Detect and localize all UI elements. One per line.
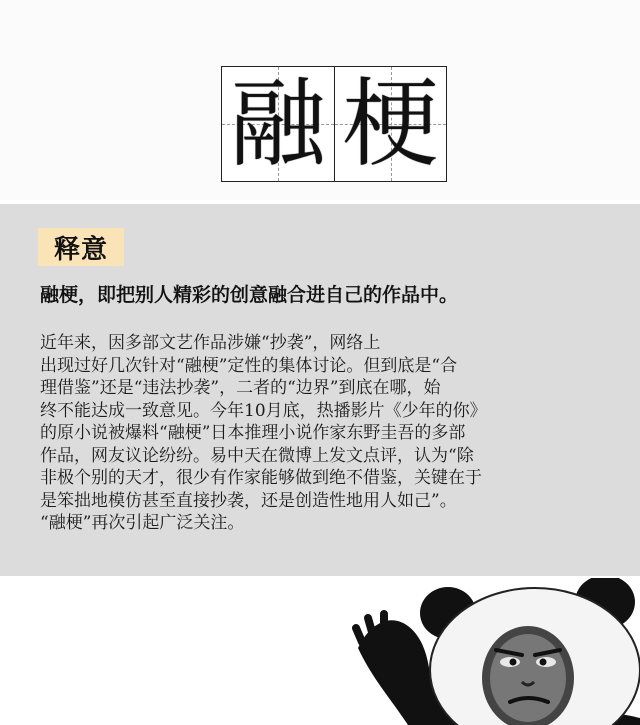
- title-char-2: 梗: [342, 68, 439, 180]
- title-cell-2: [334, 67, 446, 181]
- definition-text: 融梗，即把别人精彩的创意融合进自己的作品中。: [40, 284, 459, 306]
- paragraph-line: “融梗”再次引起广泛关注。: [40, 513, 245, 533]
- paragraph-line: 作品，网友议论纷纷。易中天在微博上发文点评，认为“除: [40, 445, 474, 466]
- title-cell-1: [222, 67, 334, 181]
- paragraph-line: 理借鉴”还是“违法抄袭”，二者的“边界”到底在哪，始: [40, 378, 441, 398]
- paragraph-line: 出现过好几次针对“融梗”定性的集体讨论。但到底是“合: [40, 355, 458, 376]
- title-grid: [221, 66, 447, 182]
- paragraph-line: 的原小说被爆料“融梗”日本推理小说作家东野圭吾的多部: [40, 423, 466, 443]
- paragraph-line: 是笨拙地模仿甚至直接抄袭，还是创造性地用人如己”。: [40, 490, 457, 511]
- header-area: [0, 0, 640, 200]
- paragraph-line: 终不能达成一致意见。今年10月底，热播影片《少年的你》: [40, 400, 487, 421]
- content-panel: [0, 204, 640, 576]
- paragraph-line: 非极个别的天才，很少有作家能够做到绝不借鉴，关键在于: [40, 468, 482, 488]
- panda-meme-image: [350, 578, 640, 725]
- title-char-1: 融: [230, 68, 326, 180]
- section-label: 释意: [38, 228, 124, 266]
- paragraph-line: 近年来，因多部文艺作品涉嫌“抄袭”，网络上: [40, 333, 381, 353]
- body-paragraph: [40, 332, 612, 535]
